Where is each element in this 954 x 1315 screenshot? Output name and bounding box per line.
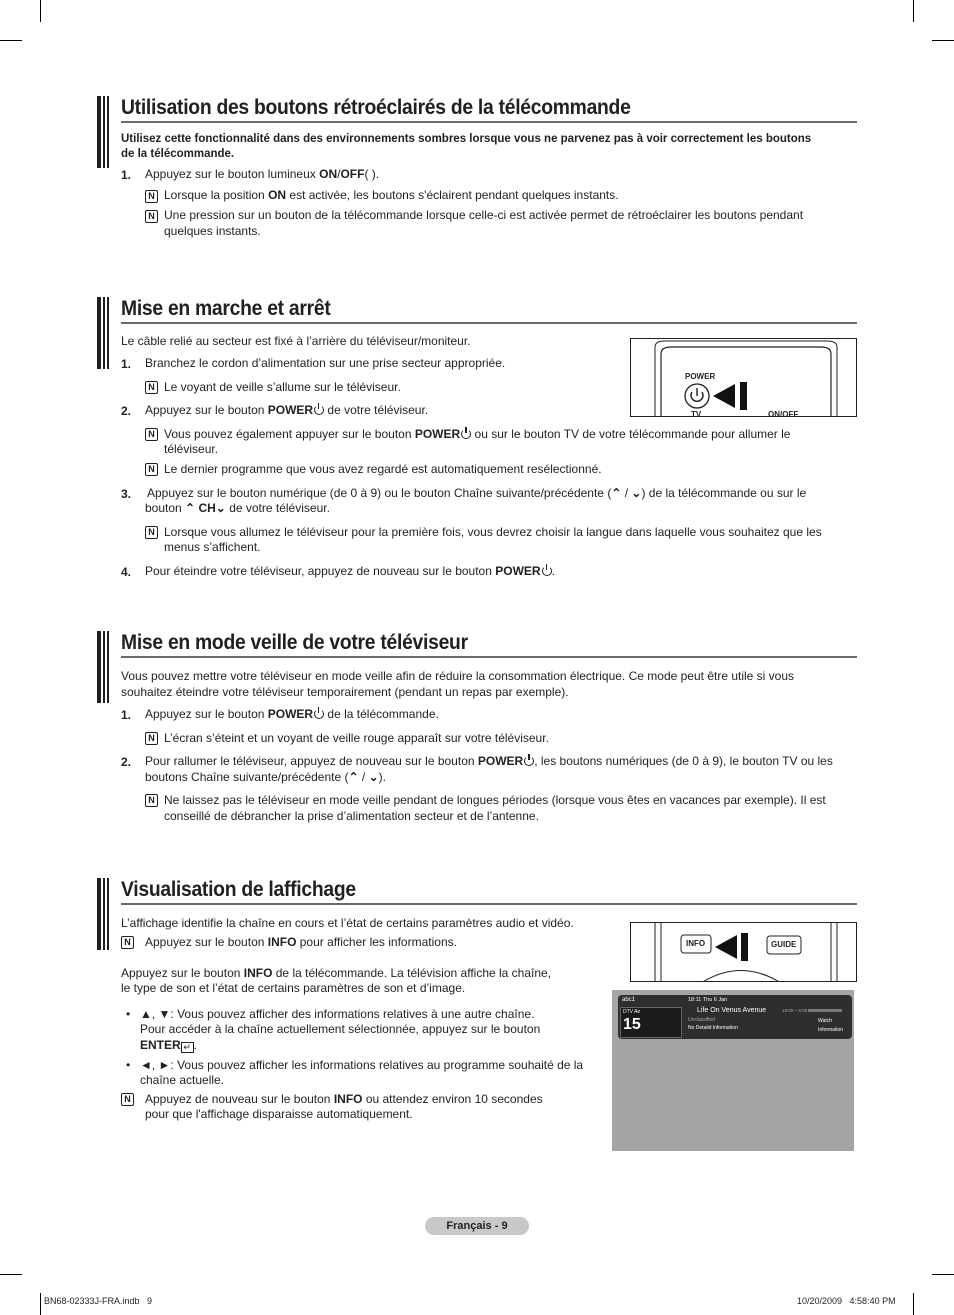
crop-mark [913, 1293, 914, 1315]
osd-information: Information [818, 1027, 844, 1033]
body-text: Appuyez sur le bouton INFO de la télécommande. La télévision affiche la chaîne, [121, 966, 552, 980]
power-icon [524, 756, 534, 766]
osd-panel [618, 995, 852, 1039]
intro-text: Le câble relié au secteur est fixé à l’arrière du téléviseur/moniteur. [121, 334, 471, 348]
step-number: 2. [121, 755, 132, 769]
note-text: conseillé de débrancher la prise d’alimentation secteur et de l’antenne. [164, 809, 539, 823]
chevron-up-icon: ⌃ [348, 770, 359, 784]
note-icon [145, 526, 158, 539]
tip-text: Appuyez sur le bouton INFO pour afficher les informations. [145, 935, 457, 949]
step-number: 2. [121, 404, 132, 418]
osd-channel-box [620, 1007, 682, 1038]
intro-text: de la télécommande. [121, 148, 235, 160]
step-text: Branchez le cordon d’alimentation sur une prise secteur appropriée. [145, 356, 506, 370]
tv-screen-illustration [612, 990, 854, 1151]
section-rule [121, 656, 857, 658]
chevron-up-icon: ⌃ [611, 486, 622, 500]
step-number: 4. [121, 565, 132, 579]
note-icon [145, 210, 158, 223]
note-text: Vous pouvez également appuyer sur le bouton POWER ou sur le bouton TV de votre télécommande pour allumer le [164, 427, 791, 441]
step-text: Appuyez sur le bouton POWER de la télécommande. [145, 707, 439, 721]
remote-tv-label: TV [691, 410, 702, 417]
section-rule [121, 322, 857, 324]
tip-icon [121, 936, 134, 949]
chevron-down-icon: ⌄ [368, 770, 379, 784]
note-icon [145, 794, 158, 807]
remote-info-label: INFO [686, 939, 706, 948]
note-text: Lorsque la position ON est activée, les boutons s'éclairent pendant quelques instants. [164, 188, 619, 202]
chevron-down-icon: ⌄ [631, 486, 642, 500]
crop-mark [40, 0, 41, 22]
step-text: bouton ⌃ CH⌄ de votre téléviseur. [145, 501, 330, 515]
section-title: Mise en marche et arrêt [121, 297, 331, 320]
note-text: Une pression sur un bouton de la télécommande lorsque celle-ci est activée permet de rétroéclairer les boutons pendant [164, 208, 804, 222]
remote-info-illustration [630, 922, 857, 982]
note-icon [145, 190, 158, 203]
osd-program: Life On Venus Avenue [697, 1007, 767, 1014]
bullet-text: chaîne actuelle. [140, 1073, 225, 1087]
step-number: 1. [121, 357, 132, 371]
power-icon [461, 429, 471, 439]
crop-mark [40, 1293, 41, 1315]
power-icon [314, 709, 324, 719]
bullet-dot: • [126, 1058, 131, 1072]
section-bar [97, 96, 109, 168]
section-title: Mise en mode veille de votre téléviseur [121, 631, 468, 654]
note-text: téléviseur. [164, 442, 219, 456]
step-text: Appuyez sur le bouton POWER de votre téléviseur. [145, 403, 429, 417]
osd-channel-name: abc1 [622, 997, 636, 1003]
note-text: Appuyez de nouveau sur le bouton INFO ou attendez environ 10 secondes [145, 1092, 543, 1106]
note-text: L’écran s’éteint et un voyant de veille rouge apparaît sur votre téléviseur. [164, 731, 549, 745]
step-text: Pour éteindre votre téléviseur, appuyez de nouveau sur le bouton POWER . [145, 564, 555, 578]
step-text: Appuyez sur le bouton numérique (de 0 à 9) ou le bouton Chaîne suivante/précédente (⌃ / ⌄) de la télécommande ou sur le [147, 486, 807, 500]
bullet-text: ENTER ↵ . [140, 1038, 198, 1052]
bullet-text: ▲, ▼: Vous pouvez afficher des informations relatives à une autre chaîne. [140, 1007, 535, 1021]
remote-onoff-label: ON/OFF [768, 410, 799, 417]
note-icon [121, 1093, 134, 1106]
section-bar [97, 878, 109, 950]
crop-mark [913, 0, 914, 22]
remote-illustration [631, 923, 857, 982]
body-text: le type de son et l’état de certains paramètres de son et d’image. [121, 981, 466, 995]
step-text: Pour rallumer le téléviseur, appuyez de nouveau sur le bouton POWER , les boutons numériques (de 0 à 9), le bouton TV ou les [145, 754, 833, 768]
page-number-badge: Français - 9 [425, 1217, 529, 1235]
bullet-text: ◄, ►: Vous pouvez afficher les informations relatives au programme souhaité de la [140, 1058, 584, 1072]
power-icon [542, 566, 552, 576]
note-icon [145, 732, 158, 745]
power-icon [314, 405, 324, 415]
section-title: Visualisation de laffichage [121, 878, 356, 901]
bullet-text: Pour accéder à la chaîne actuellement sélectionnée, appuyez sur le bouton [140, 1022, 541, 1036]
note-icon [145, 463, 158, 476]
osd-time: 18:11 Thu 6 Jan [688, 997, 728, 1003]
osd-progress-bar [808, 1009, 842, 1012]
section-rule [121, 121, 857, 123]
osd-channel-num: 15 [623, 1016, 641, 1033]
step-text: boutons Chaîne suivante/précédente (⌃ / ⌄). [145, 770, 386, 784]
crop-mark [0, 1274, 22, 1275]
note-text: Le voyant de veille s’allume sur le téléviseur. [164, 380, 401, 394]
note-text: Lorsque vous allumez le téléviseur pour la première fois, vous devrez choisir la langue dans laquelle vous souhaitez que les [164, 525, 822, 539]
note-icon [145, 428, 158, 441]
step-number: 3. [121, 487, 132, 501]
crop-mark [0, 40, 22, 41]
chevron-up-icon: ⌃ [185, 501, 196, 515]
crop-mark [932, 1274, 954, 1275]
section-rule [121, 903, 857, 905]
osd-range: 18:00 ~ 6:00 [782, 1008, 808, 1013]
bullet-dot: • [126, 1007, 131, 1021]
remote-illustration [631, 339, 857, 417]
osd-watch: Watch [818, 1018, 832, 1024]
note-icon [145, 381, 158, 394]
section-bar [97, 631, 109, 703]
remote-power-label: POWER [685, 372, 716, 381]
note-text: Le dernier programme que vous avez regardé est automatiquement resélectionné. [164, 462, 602, 476]
crop-mark [932, 40, 954, 41]
remote-power-illustration [630, 338, 857, 417]
note-text: pour que l'affichage disparaisse automatiquement. [145, 1107, 413, 1121]
intro-text: Utilisez cette fonctionnalité dans des environnements sombres lorsque vous ne parvenez pas à voir correctement les boutons [121, 133, 812, 145]
osd-status: Unclassified [688, 1017, 715, 1023]
section-bar [97, 297, 109, 369]
note-text: Ne laissez pas le téléviseur en mode veille pendant de longues périodes (lorsque vous êtes en vacances par exemple). Il est [164, 793, 826, 807]
remote-guide-label: GUIDE [771, 940, 797, 949]
footer-file: BN68-02333J-FRA.indb 9 [44, 1296, 153, 1306]
step-number: 1. [121, 168, 132, 182]
chevron-down-icon: ⌄ [215, 501, 226, 515]
note-text: quelques instants. [164, 224, 261, 238]
footer-date: 10/20/2009 4:58:40 PM [797, 1296, 896, 1306]
osd-source: DTV Air [623, 1009, 641, 1015]
section-title: Utilisation des boutons rétroéclairés de la télécommande [121, 96, 631, 119]
osd-detail: No Detaild Information [688, 1025, 738, 1031]
intro-text: Vous pouvez mettre votre téléviseur en mode veille afin de réduire la consommation électrique. Ce mode peut être utile si vous [121, 669, 795, 683]
intro-text: L’affichage identifie la chaîne en cours et l’état de certains paramètres audio et vidéo. [121, 916, 574, 930]
step-number: 1. [121, 708, 132, 722]
step-text: Appuyez sur le bouton lumineux ON/OFF( ). [145, 167, 380, 181]
intro-text: souhaitez éteindre votre téléviseur temporairement (pendant un repas par exemple). [121, 685, 569, 699]
note-text: menus s’affichent. [164, 540, 261, 554]
enter-icon: ↵ [181, 1042, 194, 1053]
